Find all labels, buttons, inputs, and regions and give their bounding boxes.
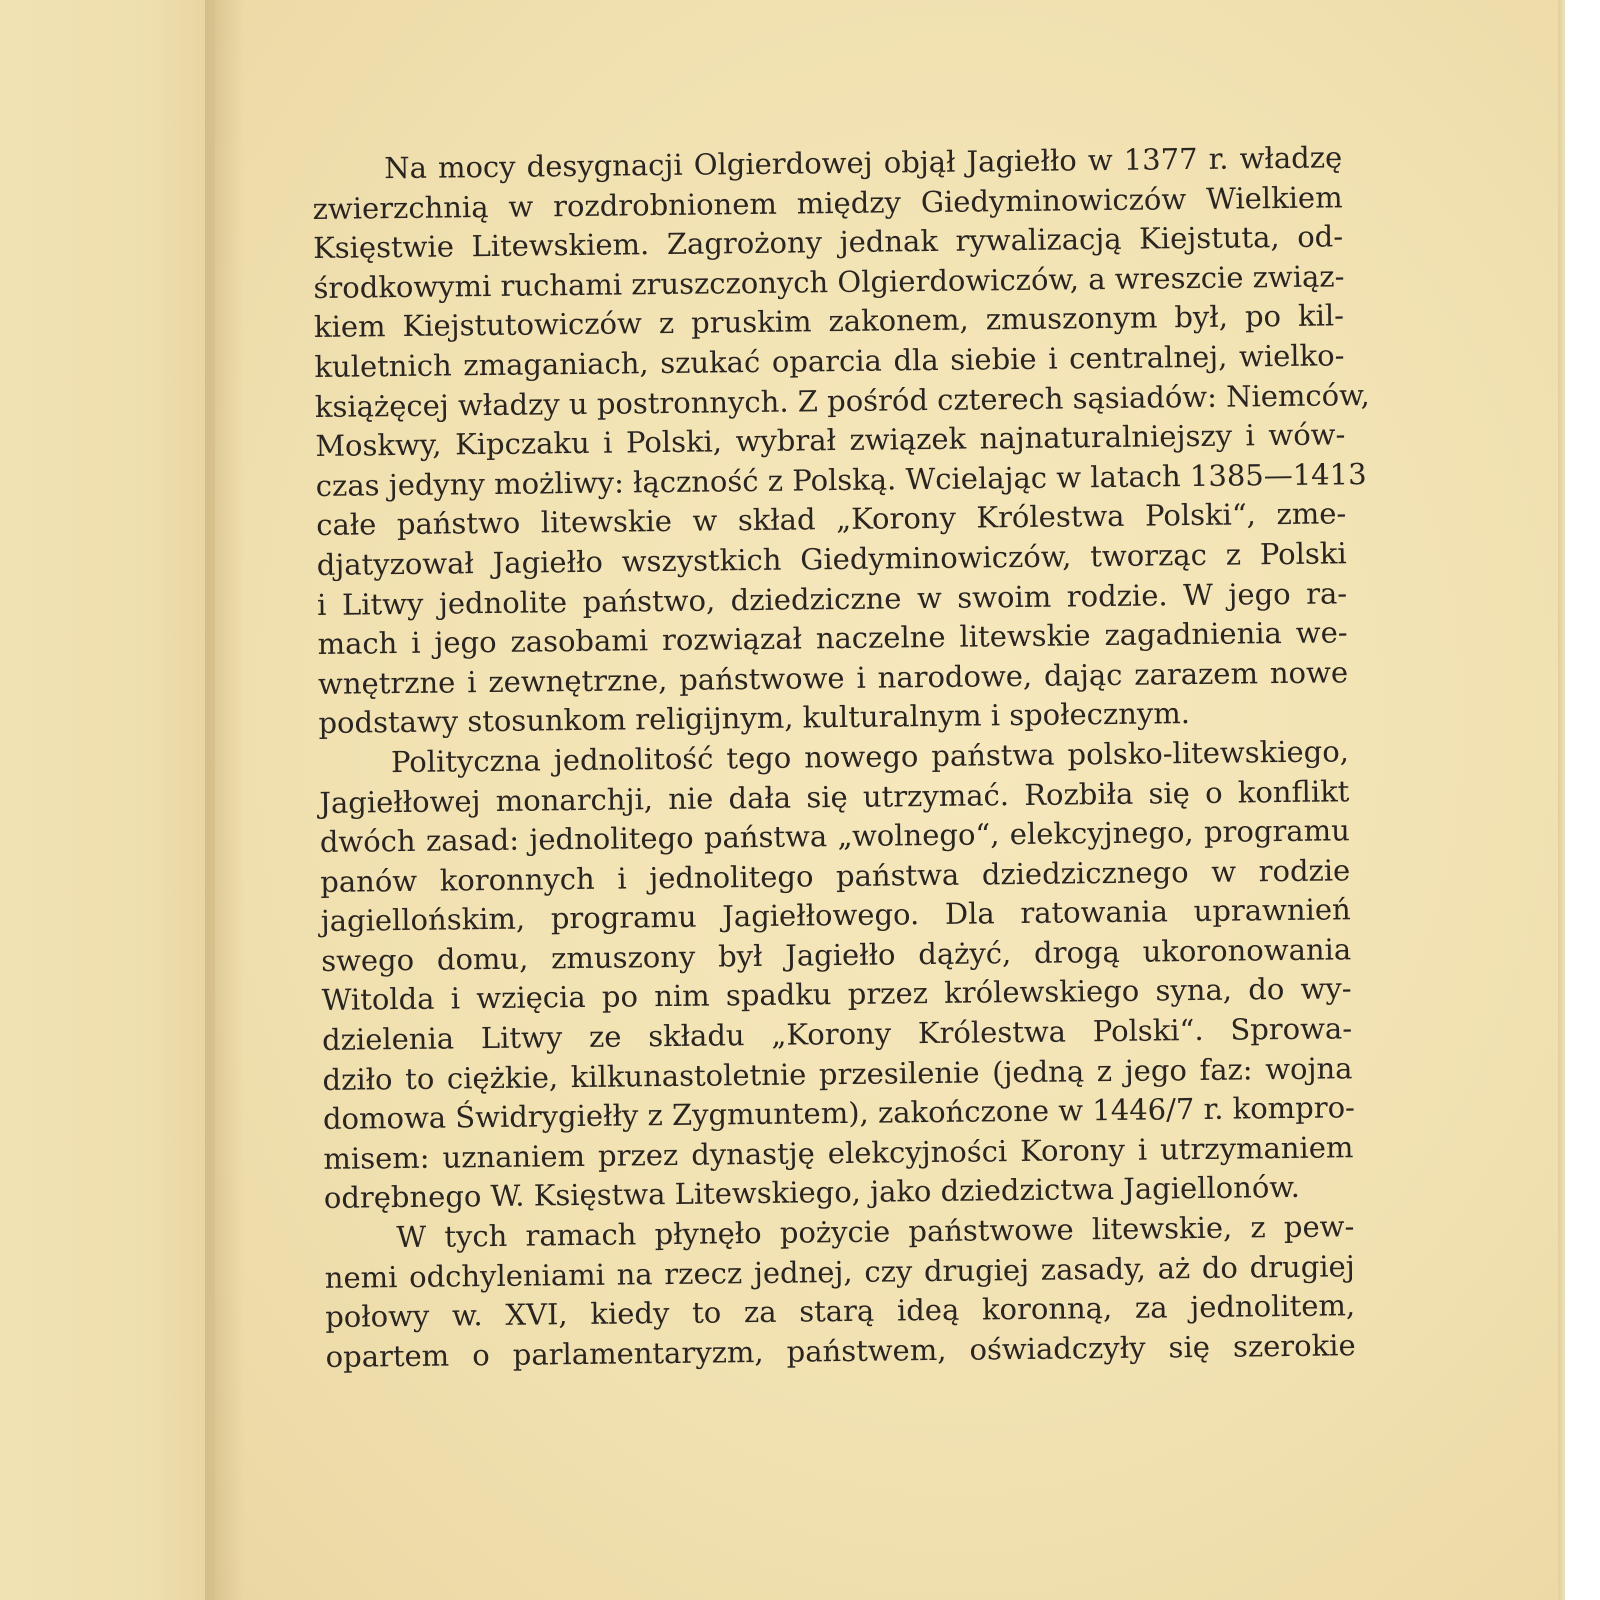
text-line: wnętrzne i zewnętrzne, państwowe i narodowe, dając zarazem nowe bbox=[317, 655, 1349, 701]
paragraph-1 bbox=[312, 138, 1370, 744]
text-line: swego domu, zmuszony był Jagiełło dążyć, drogą ukoronowania bbox=[321, 932, 1352, 978]
text-line: dziło to ciężkie, kilkunastoletnie przesilenie (jedną z jego faz: wojna bbox=[322, 1050, 1353, 1097]
paragraph-3 bbox=[324, 1207, 1356, 1377]
text-line: książęcej władzy u postronnych. Z pośród czterech sąsiadów: Niemców, bbox=[314, 377, 1370, 424]
text-line: misem: uznaniem przez dynastję elekcyjności Korony i utrzymaniem bbox=[323, 1130, 1354, 1176]
text-line: Na mocy desygnacji Olgierdowej objął Jagiełło w 1377 r. władzę bbox=[384, 140, 1343, 186]
text-line: mach i jego zasobami rozwiązał naczelne litewskie zagadnienia we- bbox=[317, 615, 1348, 662]
text-line: środkowymi ruchami zruszczonych Olgierdowiczów, a wreszcie związ- bbox=[313, 259, 1345, 305]
background bbox=[1565, 0, 1600, 1600]
page-text bbox=[312, 138, 1370, 1377]
paragraph-2 bbox=[319, 732, 1354, 1219]
text-line: dzielenia Litwy ze składu „Korony Królestwa Polski“. Sprowa- bbox=[321, 1011, 1353, 1058]
text-line: jagiellońskim, programu Jagiełłowego. Dla ratowania uprawnień bbox=[320, 892, 1351, 939]
text-line: djatyzował Jagiełło wszystkich Giedyminowiczów, tworząc z Polski bbox=[316, 536, 1347, 582]
text-line: dwóch zasad: jednolitego państwa „wolnego“, elekcyjnego, programu bbox=[319, 813, 1350, 860]
text-line: zwierzchnią w rozdrobnionem między Giedyminowiczów Wielkiem bbox=[312, 179, 1343, 226]
text-line: podstawy stosunkom religijnym, kulturalnym i społecznym. bbox=[318, 696, 1191, 741]
text-line: połowy w. XVI, kiedy to za starą ideą koronną, za jednolitem, bbox=[325, 1288, 1356, 1335]
text-line: domowa Świdrygiełły z Zygmuntem), zakończone w 1446/7 r. kompro- bbox=[322, 1090, 1356, 1137]
text-line: Witolda i wzięcia po nim spadku przez królewskiego syna, do wy- bbox=[321, 971, 1352, 1018]
text-line: odrębnego W. Księstwa Litewskiego, jako dziedzictwa Jagiellonów. bbox=[323, 1170, 1301, 1216]
text-line: kiem Kiejstutowiczów z pruskim zakonem, zmuszonym był, po kil- bbox=[313, 298, 1345, 345]
text-line: nemi odchyleniami na rzecz jednej, czy drugiej zasady, aż do drugiej bbox=[324, 1248, 1355, 1295]
text-line: Jagiełłowej monarchji, nie dała się utrzymać. Rozbiła się o konflikt bbox=[319, 773, 1350, 820]
text-line: panów koronnych i jednolitego państwa dziedzicznego w rodzie bbox=[320, 852, 1351, 899]
text-line: W tych ramach płynęło pożycie państwowe litewskie, z pew- bbox=[396, 1209, 1355, 1255]
text-line: i Litwy jednolite państwo, dziedziczne w swoim rodzie. W jego ra- bbox=[316, 575, 1348, 622]
text-line: opartem o parlamentaryzm, państwem, oświadczyły się szerokie bbox=[325, 1328, 1356, 1374]
book-gutter bbox=[205, 0, 245, 1600]
left-page bbox=[0, 0, 217, 1600]
text-line: kuletnich zmaganiach, szukać oparcia dla siebie i centralnej, wielko- bbox=[314, 338, 1345, 384]
text-line: całe państwo litewskie w skład „Korony Królestwa Polski“, zme- bbox=[316, 496, 1347, 543]
text-line: Księstwie Litewskiem. Zagrożony jednak rywalizacją Kiejstuta, od- bbox=[312, 219, 1344, 266]
text-line: Moskwy, Kipczaku i Polski, wybrał związek najnaturalniejszy i wów- bbox=[315, 417, 1346, 464]
text-line: czas jedyny możliwy: łączność z Polską. Wcielając w latach 1385—1413 bbox=[315, 456, 1367, 503]
text-line: Polityczna jednolitość tego nowego państwa polsko-litewskiego, bbox=[390, 734, 1350, 780]
